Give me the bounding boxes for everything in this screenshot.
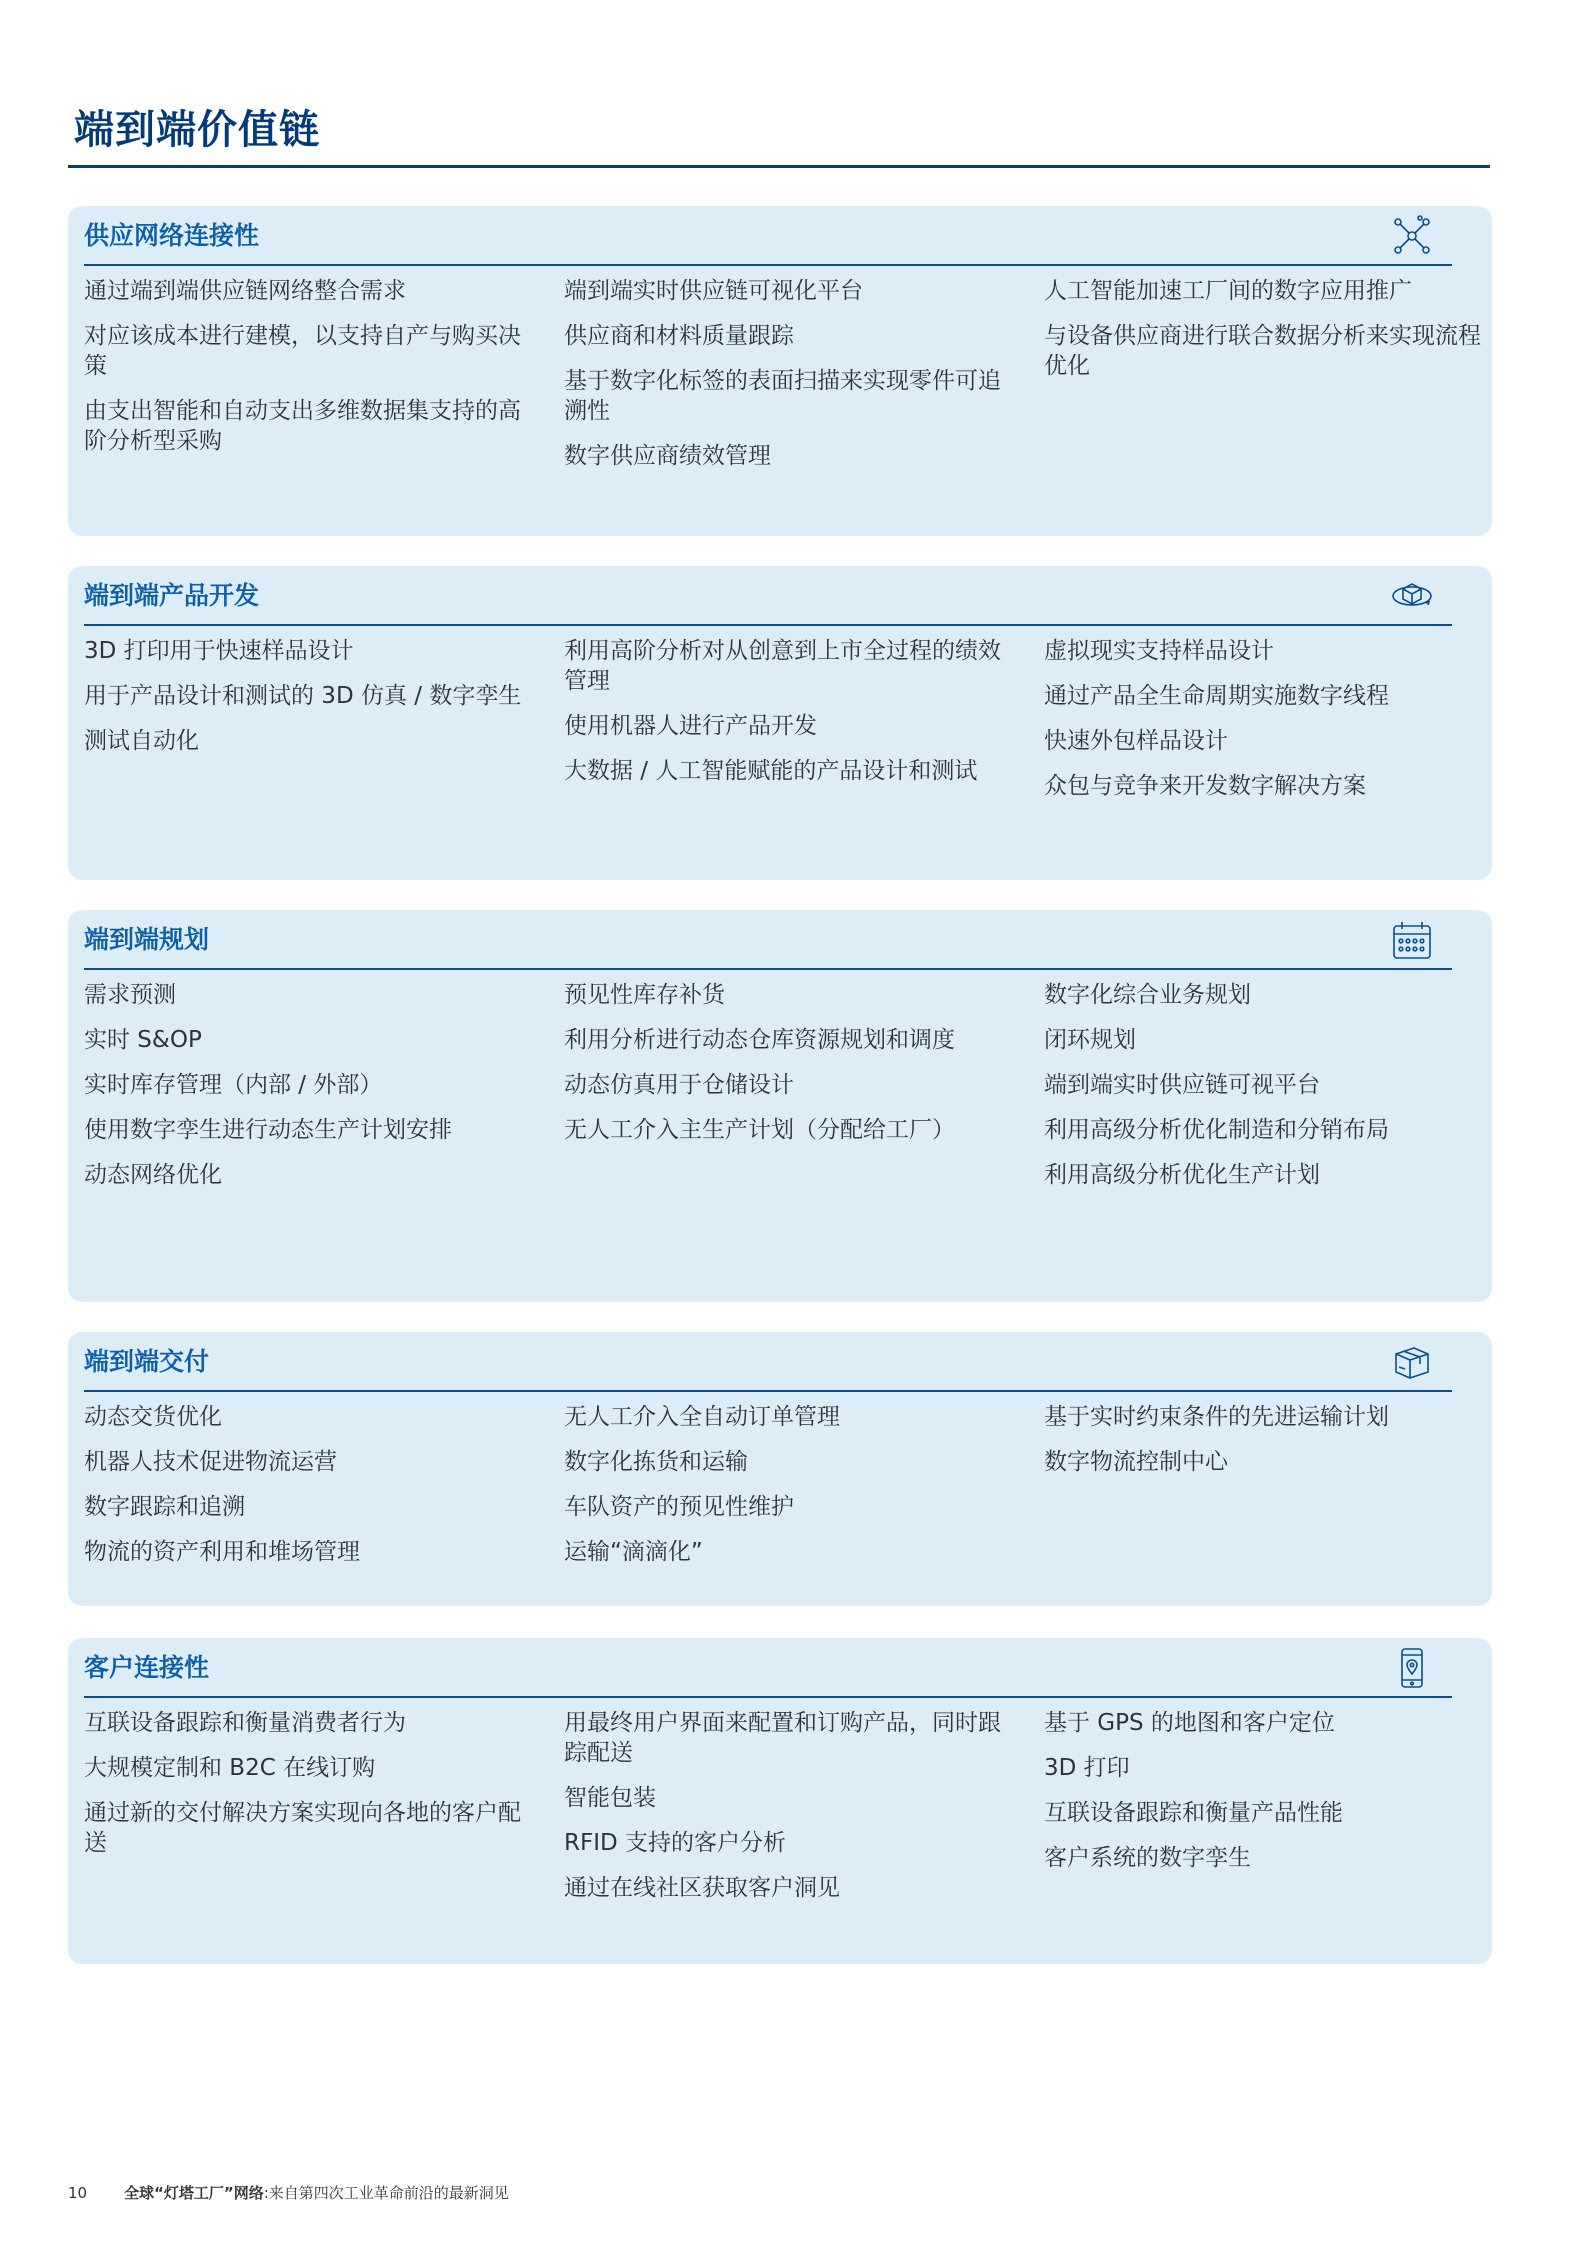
- section-title: 端到端交付: [84, 1347, 210, 1376]
- list-item: 动态网络优化: [84, 1162, 222, 1188]
- column-2: [564, 980, 1004, 1160]
- list-item: 大规模定制和 B2C 在线订购: [84, 1755, 376, 1781]
- list-item: 动态仿真用于仓储设计: [564, 1072, 794, 1098]
- section-header: [84, 206, 1452, 266]
- list-item: 端到端实时供应链可视化平台: [564, 278, 863, 304]
- report-title: 全球“灯塔工厂”网络: [124, 2184, 264, 2202]
- column-1: [84, 980, 524, 1205]
- page-footer: [68, 2182, 509, 2203]
- column-2: [564, 1402, 1004, 1582]
- list-item: 大数据 / 人工智能赋能的产品设计和测试: [564, 758, 978, 784]
- column-1: [84, 276, 524, 471]
- list-item: 实时库存管理（内部 / 外部）: [84, 1072, 383, 1098]
- list-item: 使用数字孪生进行动态生产计划安排: [84, 1117, 452, 1143]
- calendar-icon: [1390, 918, 1434, 962]
- section-delivery: [68, 1332, 1492, 1606]
- list-item: 供应商和材料质量跟踪: [564, 323, 794, 349]
- list-item: 利用分析进行动态仓库资源规划和调度: [564, 1027, 955, 1053]
- list-item: 用最终用户界面来配置和订购产品，同时跟踪配送: [564, 1710, 1001, 1766]
- section-title: 端到端产品开发: [84, 581, 260, 610]
- list-item: 基于 GPS 的地图和客户定位: [1044, 1710, 1335, 1736]
- list-item: 人工智能加速工厂间的数字应用推广: [1044, 278, 1412, 304]
- section-header: [84, 1638, 1452, 1698]
- list-item: 需求预测: [84, 982, 176, 1008]
- column-2: [564, 276, 1004, 486]
- list-item: 对应该成本进行建模，以支持自产与购买决策: [84, 323, 521, 379]
- list-item: RFID 支持的客户分析: [564, 1830, 787, 1856]
- list-item: 使用机器人进行产品开发: [564, 713, 817, 739]
- list-item: 机器人技术促进物流运营: [84, 1449, 337, 1475]
- list-item: 快速外包样品设计: [1044, 728, 1228, 754]
- list-item: 3D 打印用于快速样品设计: [84, 638, 354, 664]
- list-item: 运输“滴滴化”: [564, 1539, 703, 1565]
- 3d-cube-rotate-icon: [1390, 574, 1434, 618]
- column-3: [1044, 636, 1484, 816]
- column-3: [1044, 980, 1484, 1205]
- list-item: 利用高级分析优化生产计划: [1044, 1162, 1320, 1188]
- section-title: 供应网络连接性: [84, 221, 260, 250]
- column-1: [84, 1402, 524, 1582]
- column-3: [1044, 1402, 1484, 1492]
- list-item: 动态交货优化: [84, 1404, 222, 1430]
- list-item: 互联设备跟踪和衡量产品性能: [1044, 1800, 1343, 1826]
- list-item: 利用高阶分析对从创意到上市全过程的绩效管理: [564, 638, 1001, 694]
- list-item: 测试自动化: [84, 728, 199, 754]
- list-item: 互联设备跟踪和衡量消费者行为: [84, 1710, 406, 1736]
- section-planning: [68, 910, 1492, 1302]
- list-item: 预见性库存补货: [564, 982, 725, 1008]
- list-item: 3D 打印: [1044, 1755, 1130, 1781]
- section-header: [84, 1332, 1452, 1392]
- list-item: 通过产品全生命周期实施数字线程: [1044, 683, 1389, 709]
- list-item: 车队资产的预见性维护: [564, 1494, 794, 1520]
- column-2: [564, 1708, 1004, 1918]
- list-item: 无人工介入主生产计划（分配给工厂）: [564, 1117, 955, 1143]
- package-box-icon: [1390, 1340, 1434, 1384]
- list-item: 实时 S&OP: [84, 1027, 202, 1053]
- section-header: [84, 910, 1452, 970]
- list-item: 与设备供应商进行联合数据分析来实现流程优化: [1044, 323, 1481, 379]
- list-item: 数字供应商绩效管理: [564, 443, 771, 469]
- list-item: 数字跟踪和追溯: [84, 1494, 245, 1520]
- section-title: 客户连接性: [84, 1653, 210, 1682]
- list-item: 无人工介入全自动订单管理: [564, 1404, 840, 1430]
- list-item: 客户系统的数字孪生: [1044, 1845, 1251, 1871]
- network-nodes-icon: [1390, 214, 1434, 258]
- list-item: 数字化拣货和运输: [564, 1449, 748, 1475]
- column-3: [1044, 1708, 1484, 1888]
- list-item: 端到端实时供应链可视平台: [1044, 1072, 1320, 1098]
- column-2: [564, 636, 1004, 801]
- section-supply-network: [68, 206, 1492, 536]
- title-divider: [68, 165, 1490, 168]
- list-item: 数字化综合业务规划: [1044, 982, 1251, 1008]
- mobile-location-icon: [1390, 1646, 1434, 1690]
- list-item: 众包与竞争来开发数字解决方案: [1044, 773, 1366, 799]
- list-item: 基于实时约束条件的先进运输计划: [1044, 1404, 1389, 1430]
- report-subtitle: :来自第四次工业革命前沿的最新洞见: [263, 2184, 509, 2202]
- list-item: 由支出智能和自动支出多维数据集支持的高阶分析型采购: [84, 398, 521, 454]
- list-item: 物流的资产利用和堆场管理: [84, 1539, 360, 1565]
- page-title: 端到端价值链: [74, 107, 320, 153]
- column-3: [1044, 276, 1484, 396]
- list-item: 智能包装: [564, 1785, 656, 1811]
- list-item: 虚拟现实支持样品设计: [1044, 638, 1274, 664]
- list-item: 用于产品设计和测试的 3D 仿真 / 数字孪生: [84, 683, 522, 709]
- list-item: 基于数字化标签的表面扫描来实现零件可追溯性: [564, 368, 1001, 424]
- list-item: 通过在线社区获取客户洞见: [564, 1875, 840, 1901]
- section-product-development: [68, 566, 1492, 880]
- section-title: 端到端规划: [84, 925, 210, 954]
- list-item: 数字物流控制中心: [1044, 1449, 1228, 1475]
- list-item: 闭环规划: [1044, 1027, 1136, 1053]
- page-number: 10: [68, 2184, 88, 2202]
- list-item: 通过端到端供应链网络整合需求: [84, 278, 406, 304]
- column-1: [84, 1708, 524, 1873]
- column-1: [84, 636, 524, 771]
- section-customer-connectivity: [68, 1638, 1492, 1964]
- section-header: [84, 566, 1452, 626]
- list-item: 利用高级分析优化制造和分销布局: [1044, 1117, 1389, 1143]
- list-item: 通过新的交付解决方案实现向各地的客户配送: [84, 1800, 521, 1856]
